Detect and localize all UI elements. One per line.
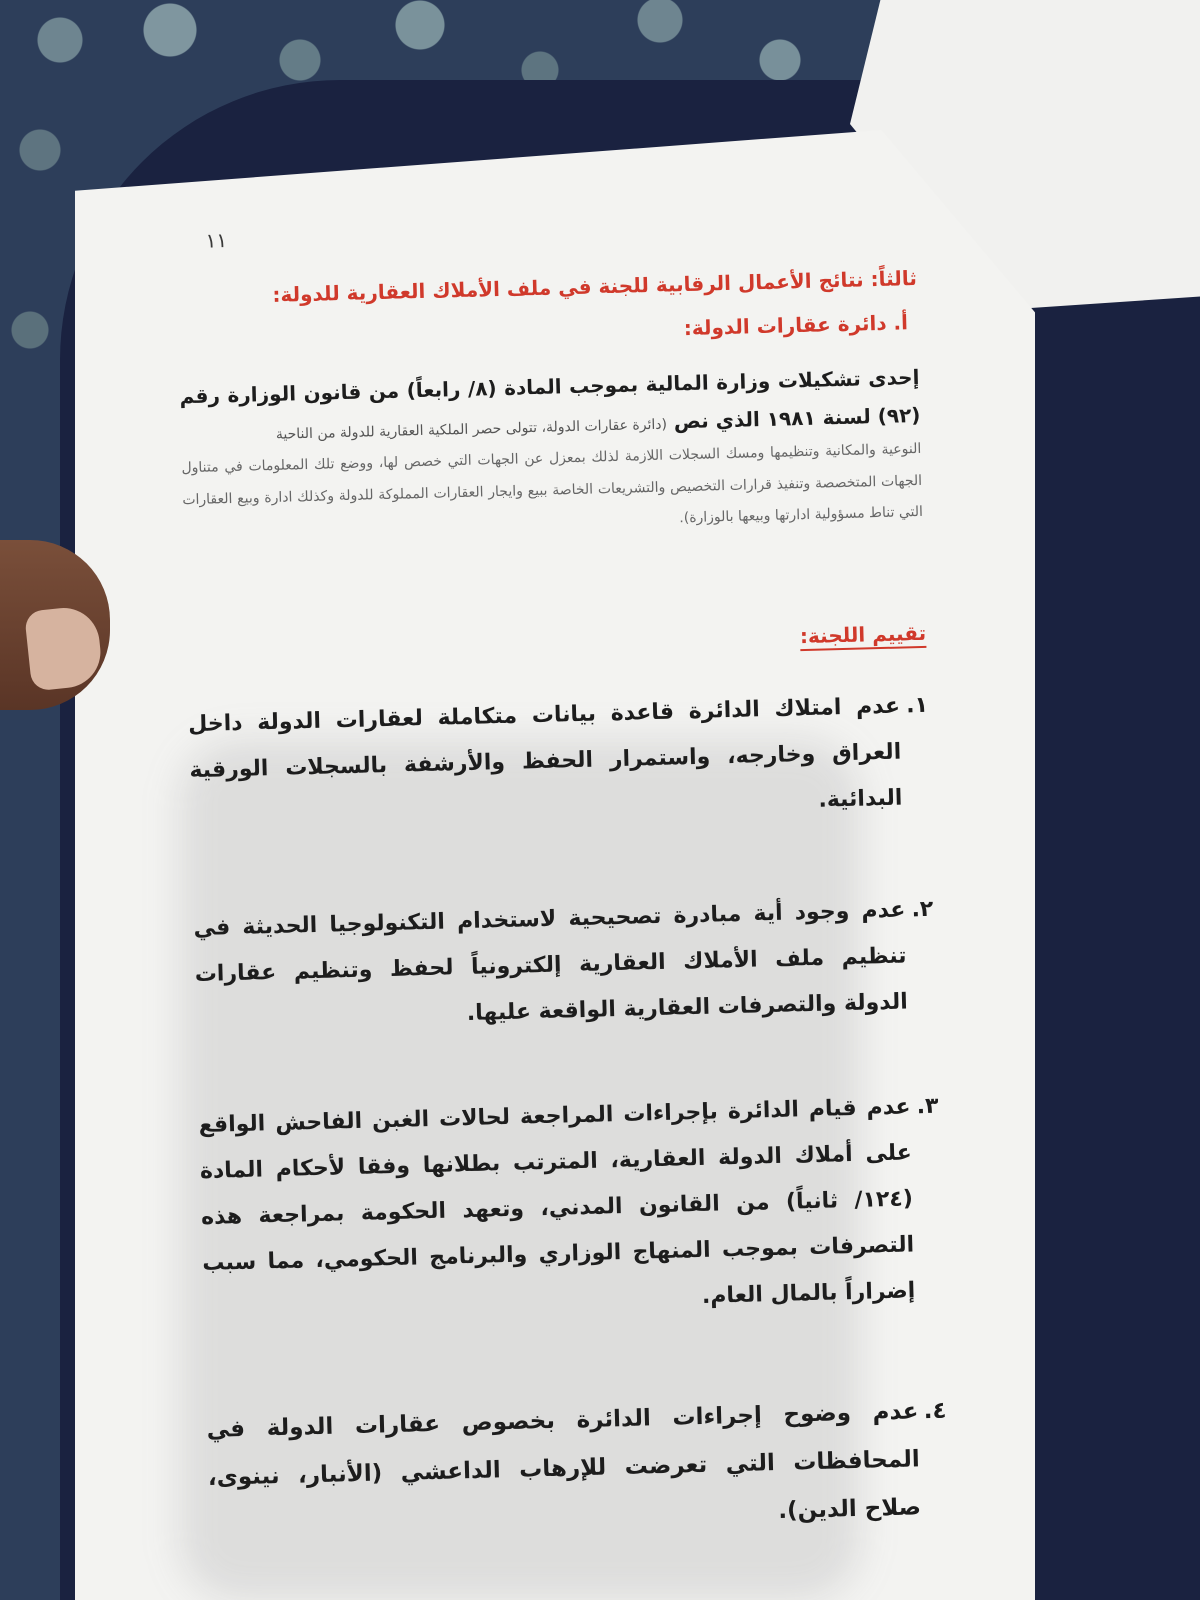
finding-item [193, 887, 936, 1045]
finding-item [206, 1386, 950, 1550]
finding-number: ٤. [923, 1397, 947, 1424]
finding-item [198, 1083, 944, 1333]
findings-list [188, 682, 950, 1550]
committee-heading: تقييم اللجنة: [799, 620, 927, 648]
finding-text: عدم وضوح إجراءات الدائرة بخصوص عقارات الدولة في المحافظات التي تعرضت للإرهاب الداعشي (الأنبار، نينوى، صلاح الدين). [206, 1397, 922, 1525]
finding-text: عدم قيام الدائرة بإجراءات المراجعة لحالات الغبن الفاحش الواقع على أملاك الدولة العقارية، المترتب بطلانها وفقا لأحكام المادة (١٢٤/ ثانياً) من القانون المدني، وتعهد الحكومة بمراجعة هذه التصرفات بموجب المنهاج الوزاري والبرنامج الحكومي، مما سبب إضراراً بالمال العام. [198, 1094, 916, 1310]
finding-item [188, 682, 931, 840]
lead-light-text: (دائرة عقارات الدولة، تتولى حصر الملكية العقارية للدولة من الناحية [275, 416, 668, 443]
lead-rest-text: النوعية والمكانية وتنظيمها ومسك السجلات اللازمة لذلك بمعزل عن الجهات التي خصص لها، ووضع تلك المعلومات في متناول الجهات المتخصصة وتنفيذ قرارات التخصيص والتشريعات الخاصة ببيع وايجار العقارات المملوكة للدولة وكذلك ادارة وبيع العقارات التي تناط مسؤولية ادارتها وبيعها بالوزارة). [181, 440, 924, 527]
section-title: ثالثاً: نتائج الأعمال الرقابية للجنة في ملف الأملاك العقارية للدولة: [272, 265, 918, 307]
finding-number: ١. [905, 692, 929, 718]
lead-bold-text: إحدى تشكيلات وزارة المالية بموجب المادة (٨/ رابعاً) من قانون الوزارة رقم (٩٢) لسنة ١٩٨١ الذي نص [179, 364, 921, 434]
page-number: ١١ [205, 228, 228, 253]
finding-number: ٢. [911, 896, 934, 923]
page-content [175, 210, 949, 1550]
sub-title: أ. دائرة عقارات الدولة: [683, 310, 909, 341]
finding-text: عدم وجود أية مبادرة تصحيحية لاستخدام التكنولوجيا الحديثة في تنظيم ملف الأملاك العقارية إلكترونياً لحفظ وتنظيم عقارات الدولة والتصرفات العقارية الواقعة عليها. [193, 897, 909, 1027]
finding-text: عدم امتلاك الدائرة قاعدة بيانات متكاملة لعقارات الدولة داخل العراق وخارجه، واستمرار الحفظ والأرشفة بالسجلات الورقية البدائية. [187, 693, 903, 813]
finding-number: ٣. [916, 1093, 939, 1119]
